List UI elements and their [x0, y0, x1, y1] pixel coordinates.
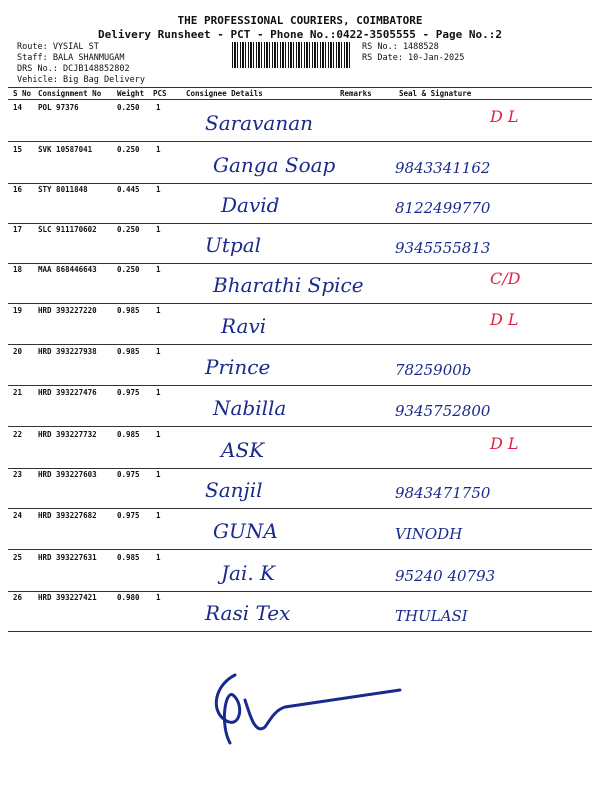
barcode [232, 42, 352, 68]
signature-handwritten: 95240 40793 [395, 567, 496, 585]
row-sno: 20 [13, 347, 23, 356]
consignee-handwritten: ASK [221, 438, 265, 462]
row-pcs: 1 [156, 306, 161, 315]
signature-handwritten: 8122499770 [395, 199, 491, 217]
row-divider [8, 141, 592, 142]
row-divider [8, 631, 592, 632]
row-pcs: 1 [156, 553, 161, 562]
remark-mark: D L [490, 310, 519, 329]
supervisor-signature [205, 665, 405, 755]
consignee-handwritten: Jai. K [221, 561, 275, 585]
row-weight: 0.250 [117, 145, 140, 154]
row-sno: 17 [13, 225, 23, 234]
row-sno: 19 [13, 306, 23, 315]
row-sno: 25 [13, 553, 23, 562]
rs-no-label: RS No.: 1488528 [362, 42, 439, 52]
row-divider [8, 183, 592, 184]
row-weight: 0.975 [117, 388, 140, 397]
row-divider [8, 303, 592, 304]
row-divider [8, 468, 592, 469]
vehicle-label: Vehicle: Big Bag Delivery [17, 75, 145, 85]
consignee-handwritten: Prince [205, 355, 271, 379]
row-pcs: 1 [156, 470, 161, 479]
staff-label: Staff: BALA SHANMUGAM [17, 53, 125, 63]
row-pcs: 1 [156, 185, 161, 194]
row-weight: 0.250 [117, 103, 140, 112]
row-consignment-no: HRD 393227220 [38, 306, 97, 315]
col-seal-signature: Seal & Signature [399, 89, 472, 98]
col-remarks: Remarks [340, 89, 372, 98]
row-pcs: 1 [156, 225, 161, 234]
consignee-handwritten: Utpal [205, 233, 262, 257]
row-divider [8, 263, 592, 264]
row-weight: 0.985 [117, 347, 140, 356]
consignee-handwritten: Saravanan [205, 111, 314, 135]
row-consignment-no: HRD 393227476 [38, 388, 97, 397]
signature-handwritten: 7825900b [395, 361, 472, 379]
rs-date-label: RS Date: 10-Jan-2025 [362, 53, 465, 63]
col-weight: Weight [117, 89, 145, 98]
row-sno: 26 [13, 593, 23, 602]
row-consignment-no: POL 97376 [38, 103, 79, 112]
page-subtitle: Delivery Runsheet - PCT - Phone No.:0422-3505555 - Page No.:2 [98, 28, 502, 41]
table-row [0, 511, 600, 531]
table-row [0, 347, 600, 367]
row-consignment-no: HRD 393227603 [38, 470, 97, 479]
row-pcs: 1 [156, 347, 161, 356]
consignee-handwritten: David [221, 193, 280, 217]
remark-mark: D L [490, 434, 519, 453]
consignee-handwritten: Nabilla [213, 396, 287, 420]
col-pcs: PCS [153, 89, 167, 98]
row-divider [8, 426, 592, 427]
consignee-handwritten: Sanjil [205, 478, 263, 502]
consignee-handwritten: Ravi [221, 314, 267, 338]
row-sno: 15 [13, 145, 23, 154]
consignee-handwritten: Ganga Soap [213, 153, 336, 177]
row-sno: 14 [13, 103, 23, 112]
route-label: Route: VYSIAL ST [17, 42, 99, 52]
signature-handwritten: 9345752800 [395, 402, 491, 420]
row-consignment-no: HRD 393227682 [38, 511, 97, 520]
row-pcs: 1 [156, 511, 161, 520]
header-bottom-rule [8, 99, 592, 100]
row-consignment-no: HRD 393227732 [38, 430, 97, 439]
remark-mark: D L [490, 107, 519, 126]
row-weight: 0.985 [117, 553, 140, 562]
row-weight: 0.980 [117, 593, 140, 602]
signature-handwritten: 9345555813 [395, 239, 491, 257]
remark-mark: C/D [490, 269, 521, 288]
col-consignment: Consignment No [38, 89, 102, 98]
row-weight: 0.250 [117, 265, 140, 274]
page-title: THE PROFESSIONAL COURIERS, COIMBATORE [177, 14, 423, 27]
consignee-handwritten: GUNA [213, 519, 278, 543]
row-divider [8, 549, 592, 550]
table-row [0, 225, 600, 245]
table-row [0, 185, 600, 205]
row-consignment-no: SLC 911170602 [38, 225, 97, 234]
row-divider [8, 385, 592, 386]
row-pcs: 1 [156, 430, 161, 439]
consignee-handwritten: Rasi Tex [205, 601, 291, 625]
row-consignment-no: HRD 393227938 [38, 347, 97, 356]
col-consignee: Consignee Details [186, 89, 263, 98]
consignee-handwritten: Bharathi Spice [213, 273, 364, 297]
row-weight: 0.975 [117, 470, 140, 479]
row-divider [8, 591, 592, 592]
signature-handwritten: 9843341162 [395, 159, 491, 177]
row-consignment-no: HRD 393227631 [38, 553, 97, 562]
row-consignment-no: SVK 10587041 [38, 145, 93, 154]
row-weight: 0.985 [117, 306, 140, 315]
row-consignment-no: HRD 393227421 [38, 593, 97, 602]
row-pcs: 1 [156, 265, 161, 274]
row-pcs: 1 [156, 388, 161, 397]
row-pcs: 1 [156, 145, 161, 154]
row-divider [8, 344, 592, 345]
table-row [0, 553, 600, 573]
row-pcs: 1 [156, 103, 161, 112]
drs-label: DRS No.: DCJB148852802 [17, 64, 130, 74]
row-divider [8, 223, 592, 224]
signature-handwritten: 9843471750 [395, 484, 491, 502]
row-sno: 18 [13, 265, 23, 274]
row-sno: 23 [13, 470, 23, 479]
row-sno: 24 [13, 511, 23, 520]
signature-handwritten: THULASI [395, 607, 468, 625]
table-row [0, 388, 600, 408]
row-consignment-no: MAA 868446643 [38, 265, 97, 274]
table-row [0, 593, 600, 613]
header-top-rule [8, 87, 592, 88]
row-sno: 16 [13, 185, 23, 194]
row-consignment-no: STY 8011848 [38, 185, 88, 194]
signature-handwritten: VINODH [395, 525, 463, 543]
row-weight: 0.975 [117, 511, 140, 520]
table-row [0, 470, 600, 490]
row-weight: 0.445 [117, 185, 140, 194]
row-sno: 21 [13, 388, 23, 397]
col-sno: S No [13, 89, 32, 98]
row-divider [8, 508, 592, 509]
row-weight: 0.985 [117, 430, 140, 439]
row-sno: 22 [13, 430, 23, 439]
row-pcs: 1 [156, 593, 161, 602]
row-weight: 0.250 [117, 225, 140, 234]
